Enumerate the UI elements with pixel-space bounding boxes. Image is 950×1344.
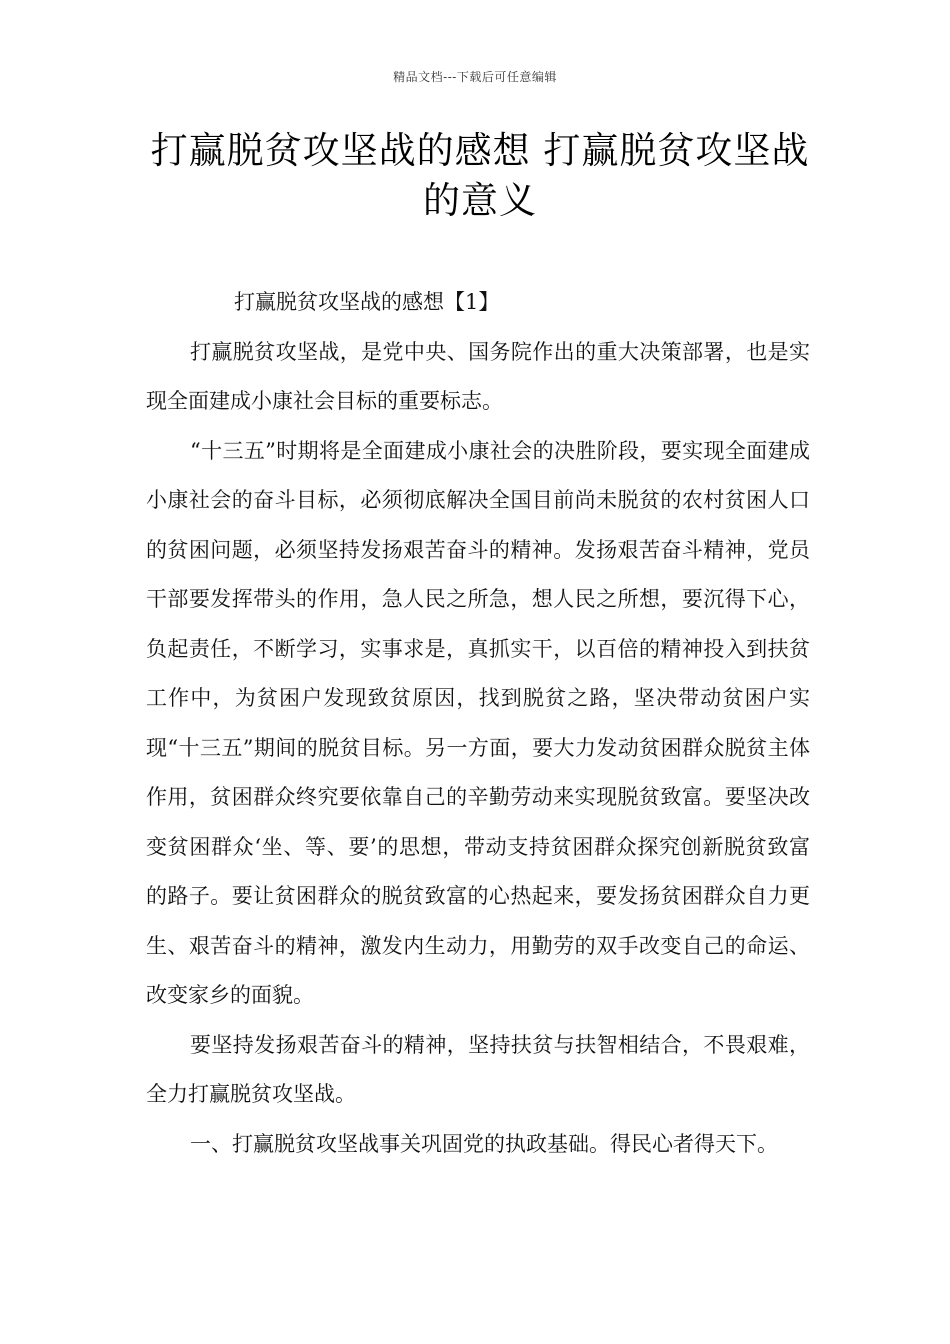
document-title: 打赢脱贫攻坚战的感想 打赢脱贫攻坚战的意义: [150, 129, 810, 222]
paragraph-3: 要坚持发扬艰苦奋斗的精神，坚持扶贫与扶智相结合，不畏艰难，全力打赢脱贫攻坚战。: [146, 1032, 810, 1106]
section-subheading: 打赢脱贫攻坚战的感想【1】: [234, 290, 500, 314]
paragraph-4: 一、打赢脱贫攻坚战事关巩固党的执政基础。得民心者得天下。: [190, 1131, 778, 1156]
header-note: 精品文档---下载后可任意编辑: [393, 70, 557, 84]
document-body: [146, 278, 810, 1169]
paragraph-1: 打赢脱贫攻坚战，是党中央、国务院作出的重大决策部署，也是实现全面建成小康社会目标的重要标志。: [146, 339, 810, 413]
paragraph-2: “十三五”时期将是全面建成小康社会的决胜阶段，要实现全面建成小康社会的奋斗目标，必须彻底解决全国目前尚未脱贫的农村贫困人口的贫困问题，必须坚持发扬艰苦奋斗的精神。发扬艰苦奋斗精神，党员干部要发挥带头的作用，急人民之所急，想人民之所想，要沉得下心，负起责任，不断学习，实事求是，真抓实干，以百倍的精神投入到扶贫工作中，为贫困户发现致贫原因，找到脱贫之路，坚决带动贫困户实现“十三五”期间的脱贫目标。另一方面，要大力发动贫困群众脱贫主体作用，贫困群众终究要依靠自己的辛勤劳动来实现脱贫致富。要坚决改变贫困群众‘坐、等、要’的思想，带动支持贫困群众探究创新脱贫致富的路子。要让贫困群众的脱贫致富的心热起来，要发扬贫困群众自力更生、艰苦奋斗的精神，激发内生动力，用勤劳的双手改变自己的命运、改变家乡的面貌。: [146, 438, 810, 1007]
